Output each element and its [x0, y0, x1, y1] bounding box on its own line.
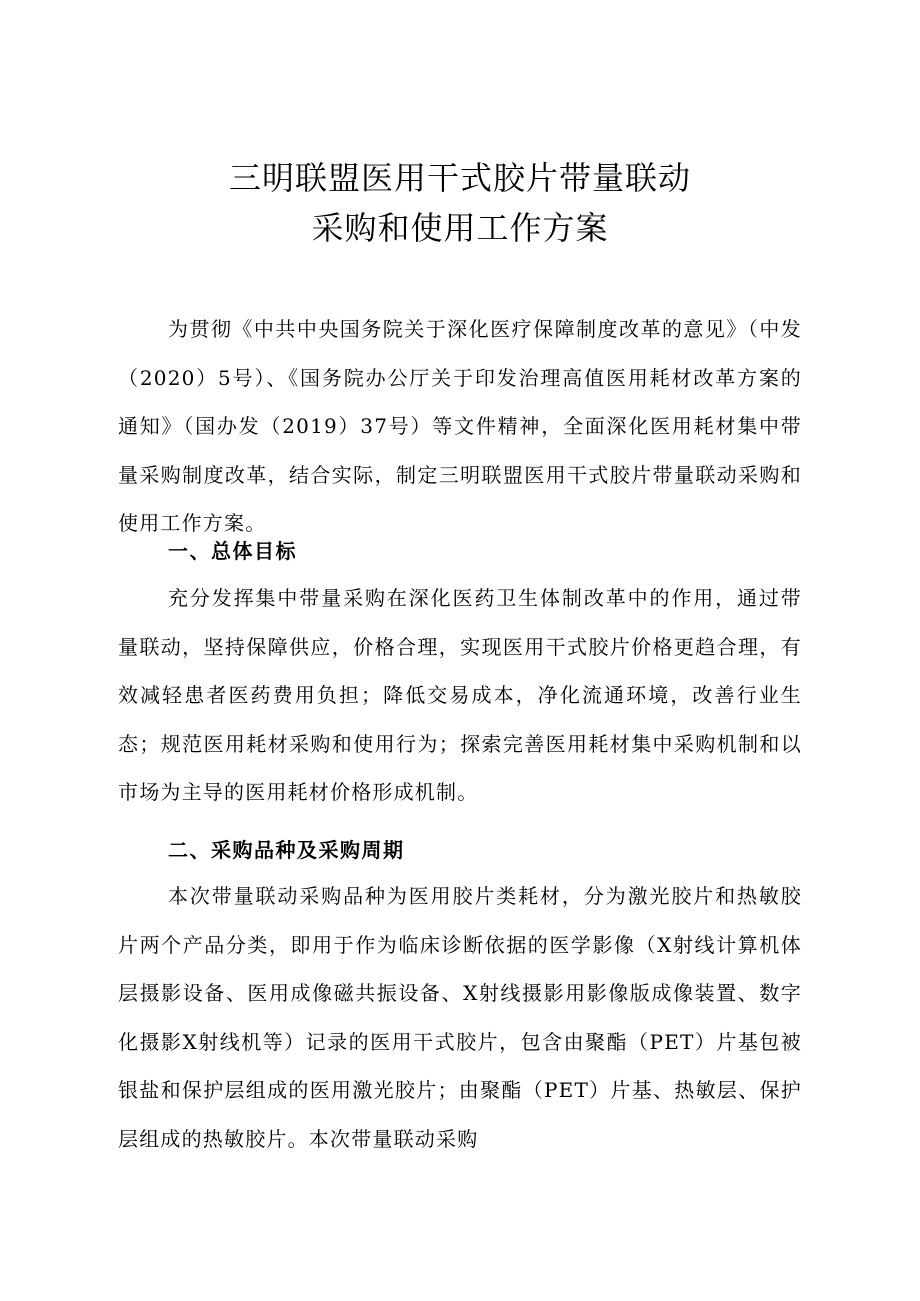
section-heading-procurement-scope: 二、采购品种及采购周期 — [168, 838, 405, 862]
section-paragraph-overall-goals: 充分发挥集中带量采购在深化医药卫生体制改革中的作用，通过带量联动，坚持保障供应，价格合理，实现医用干式胶片价格更趋合理，有效减轻患者医药费用负担；降低交易成本，净化流通环境，改善行业生态；规范医用耗材采购和使用行为；探索完善医用耗材集中采购机制和以市场为主导的医用耗材价格形成机制。 — [118, 586, 802, 804]
section-paragraph-procurement-scope: 本次带量联动采购品种为医用胶片类耗材，分为激光胶片和热敏胶片两个产品分类，即用于作为临床诊断依据的医学影像（X射线计算机体层摄影设备、医用成像磁共振设备、X射线摄影用影像版成像装置、数字化摄影X射线机等）记录的医用干式胶片，包含由聚酯（PET）片基包被银盐和保护层组成的医用激光胶片；由聚酯（PET）片基、热敏层、保护层组成的热敏胶片。本次带量联动采购 — [118, 884, 802, 1151]
section-heading-overall-goals: 一、总体目标 — [168, 539, 297, 563]
document-title-line-1: 三明联盟医用干式胶片带量联动 — [228, 159, 691, 197]
intro-paragraph: 为贯彻《中共中央国务院关于深化医疗保障制度改革的意见》（中发（2020）5号）、《国务院办公厅关于印发治理高值医用耗材改革方案的通知》（国办发（2019）37号）等文件精神，全面深化医用耗材集中带量采购制度改革，结合实际，制定三明联盟医用干式胶片带量联动采购和使用工作方案。 — [118, 317, 802, 535]
document-title-line-2: 采购和使用工作方案 — [311, 209, 609, 247]
